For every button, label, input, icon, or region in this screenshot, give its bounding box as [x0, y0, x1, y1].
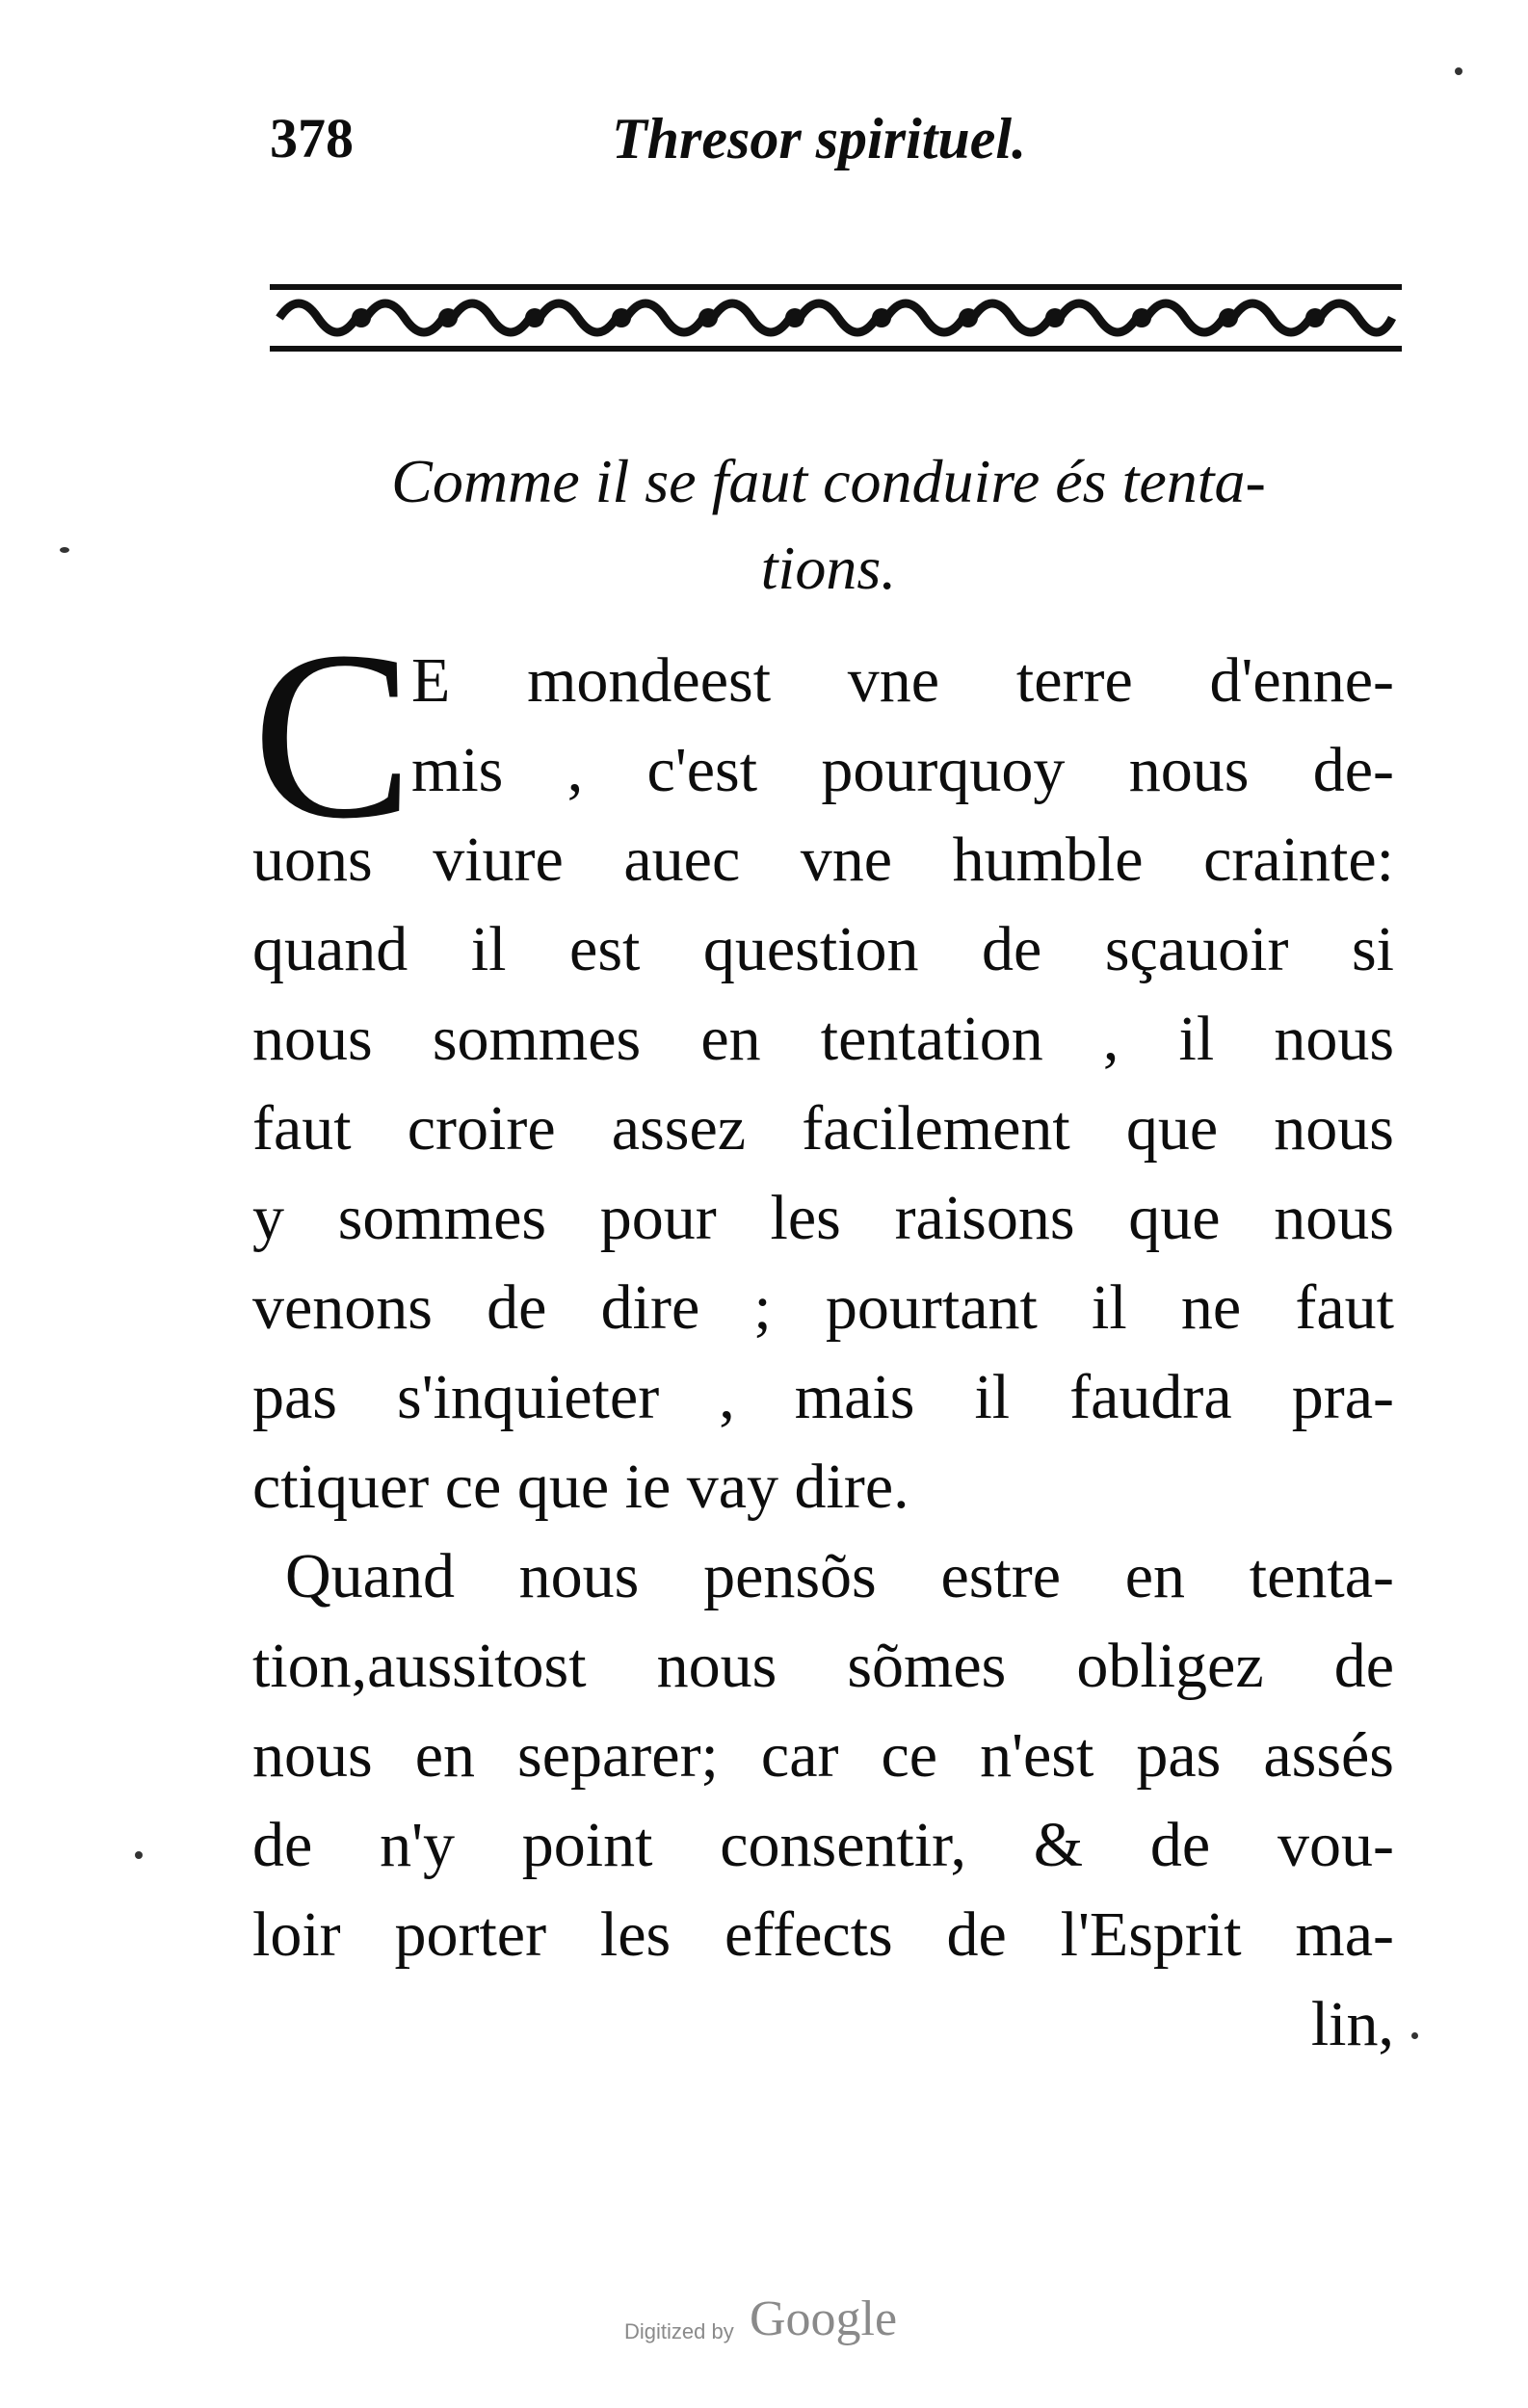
body-text	[252, 602, 1394, 2069]
running-title: Thresor spirituel.	[612, 107, 1027, 170]
ink-speck	[135, 1851, 143, 1859]
text-line: pas s'inquieter , mais il faudra pra-	[252, 1362, 1394, 1432]
page-number: 378	[270, 107, 354, 170]
digitized-watermark	[624, 2290, 952, 2358]
drop-cap: C	[252, 602, 413, 869]
chapter-heading	[308, 438, 1349, 612]
text-line: loir porter les effects de l'Esprit ma-	[252, 1899, 1394, 1970]
text-line: E mondeest vne terre d'enne-	[411, 645, 1394, 716]
text-line: nous en separer; car ce n'est pas assés	[252, 1720, 1394, 1791]
text-line: uons viure auec vne humble crainte:	[252, 824, 1394, 895]
chapter-heading-line: tions.	[760, 534, 897, 602]
text-line: Quand nous pensõs estre en tenta-	[285, 1541, 1394, 1611]
chapter-heading-line: Comme il se faut conduire és tenta-	[391, 447, 1266, 515]
text-line: mis , c'est pourquoy nous de-	[411, 735, 1394, 805]
text-line: quand il est question de sçauoir si	[252, 914, 1394, 984]
text-line: venons de dire ; pourtant il ne faut	[252, 1272, 1394, 1343]
watermark-logo-text: Google	[750, 2291, 898, 2346]
running-head	[270, 96, 1137, 183]
text-line: ctiquer ce que ie vay dire.	[252, 1452, 909, 1522]
ornamental-band	[270, 275, 1402, 361]
text-line: nous sommes en tentation , il nous	[252, 1004, 1394, 1074]
catchword: lin,	[1310, 1989, 1394, 2059]
ink-speck	[1455, 67, 1462, 75]
watermark-small-text: Digitized by	[624, 2319, 734, 2343]
text-line: tion,aussitost nous sõmes obligez de	[252, 1631, 1394, 1701]
text-line: de n'y point consentir, & de vou-	[252, 1810, 1394, 1880]
text-line: faut croire assez facilement que nous	[252, 1093, 1394, 1164]
ink-speck	[1411, 2032, 1418, 2039]
text-line: y sommes pour les raisons que nous	[252, 1183, 1394, 1253]
ink-speck	[60, 547, 69, 553]
